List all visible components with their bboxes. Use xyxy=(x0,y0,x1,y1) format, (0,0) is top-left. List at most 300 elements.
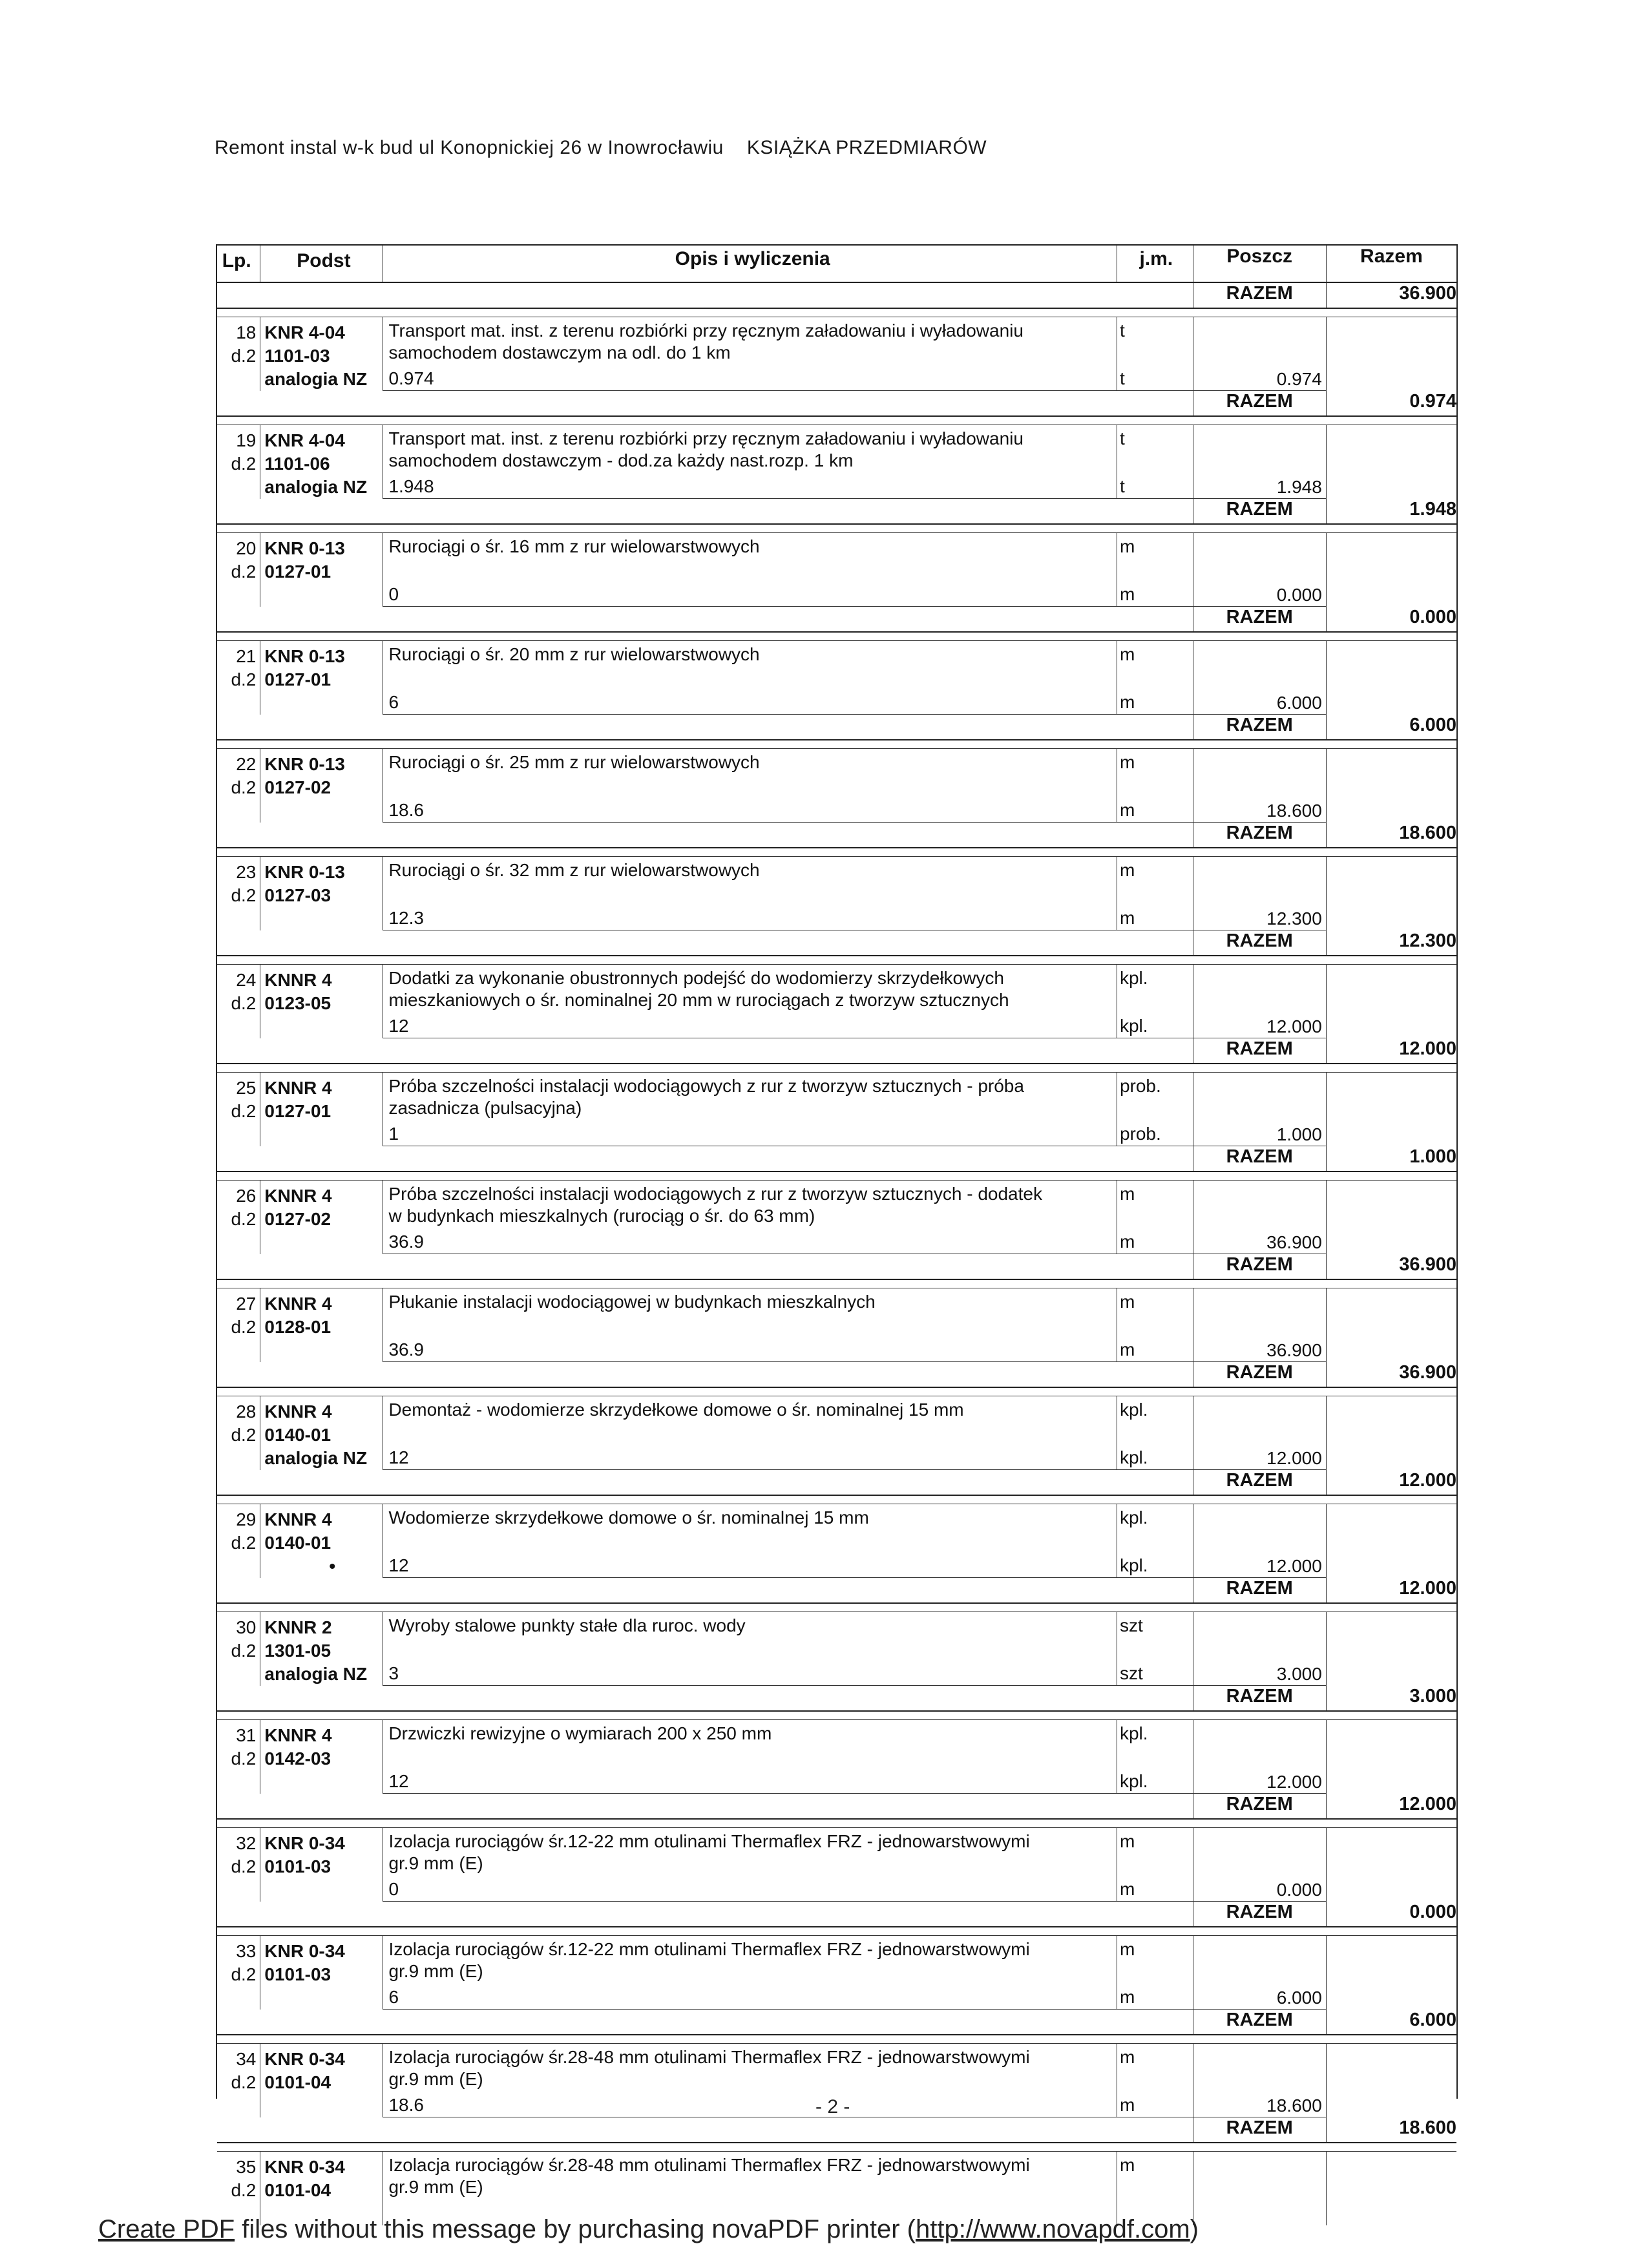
separator-cell xyxy=(217,1171,1456,1181)
opis-line: samochodem dostawczym na odl. do 1 km xyxy=(388,342,731,362)
table-row xyxy=(217,1720,1456,1794)
podst-line: 0101-04 xyxy=(264,2180,331,2200)
podst-line: 0101-04 xyxy=(264,2072,331,2092)
jm-unit: kpl. xyxy=(1119,1400,1148,1420)
razem-empty xyxy=(217,1470,1193,1495)
razem-label: RAZEM xyxy=(1193,715,1326,740)
calc-underline xyxy=(1193,1901,1326,1902)
opis-line: gr.9 mm (E) xyxy=(388,1853,483,1873)
lp-number: 32 xyxy=(236,1833,257,1853)
table-row xyxy=(217,533,1456,607)
lp-sub: d.2 xyxy=(231,2072,257,2092)
row-separator xyxy=(217,2143,1456,2152)
podst-line: analogia NZ xyxy=(264,369,368,389)
lp-number: 27 xyxy=(236,1294,257,1314)
opis-cell xyxy=(383,749,1117,823)
razem-value: 36.900 xyxy=(1326,1362,1456,1387)
razem-label: RAZEM xyxy=(1193,2010,1326,2035)
podst-line: KNR 0-34 xyxy=(264,2157,345,2177)
calc-underline xyxy=(383,1793,1117,1794)
jm-cell xyxy=(1117,857,1193,931)
jm-unit-calc: kpl. xyxy=(1119,1771,1148,1791)
jm-unit: kpl. xyxy=(1119,968,1148,988)
calc-underline xyxy=(1193,2009,1326,2010)
lp-number: 31 xyxy=(236,1725,257,1745)
calc-underline xyxy=(383,2009,1117,2010)
calc-underline xyxy=(383,1469,1117,1470)
calc-underline xyxy=(1117,390,1193,391)
jm-cell xyxy=(1117,1396,1193,1471)
poszcz-cell xyxy=(1193,1288,1326,1363)
jm-unit-calc: m xyxy=(1119,2095,1135,2115)
podst-line: 0140-01 xyxy=(264,1425,331,1445)
calc-underline xyxy=(1193,1361,1326,1362)
jm-unit-calc: m xyxy=(1119,1879,1135,1899)
podst-line: KNR 0-13 xyxy=(264,538,345,558)
jm-cell xyxy=(1117,641,1193,715)
razem-value: 12.000 xyxy=(1326,1578,1456,1603)
calc-underline xyxy=(1193,1469,1326,1470)
pdf-footer xyxy=(98,2215,1199,2244)
calc-underline xyxy=(383,1577,1117,1578)
poszcz-cell xyxy=(1193,1073,1326,1147)
calc-underline xyxy=(1193,822,1326,823)
razem-cell xyxy=(1326,425,1456,499)
calc-underline xyxy=(1193,1577,1326,1578)
jm-cell xyxy=(1117,2152,1193,2226)
calculation: 1 xyxy=(388,1124,399,1144)
separator-cell xyxy=(217,1819,1456,1828)
calculation: 12 xyxy=(388,1016,409,1036)
separator-cell xyxy=(217,956,1456,965)
jm-cell xyxy=(1117,1073,1193,1147)
podst-line: KNR 0-34 xyxy=(264,1941,345,1961)
opis-line: Rurociągi o śr. 32 mm z rur wielowarstwowych xyxy=(388,860,760,880)
calculation: 36.9 xyxy=(388,1232,424,1252)
opis-line: Izolacja rurociągów śr.28-48 mm otulinami Thermaflex FRZ - jednowarstwowymi xyxy=(388,2047,1030,2067)
lp-cell xyxy=(217,641,260,715)
jm-unit-calc: m xyxy=(1119,1339,1135,1360)
poszcz-value: 12.000 xyxy=(1266,1556,1322,1576)
razem-cell xyxy=(1326,1720,1456,1794)
lp-sub: d.2 xyxy=(231,1964,257,1984)
razem-value: 1.948 xyxy=(1326,499,1456,524)
calc-underline xyxy=(383,822,1117,823)
jm-unit-calc: m xyxy=(1119,584,1135,604)
calculation: 0.974 xyxy=(388,368,434,388)
poszcz-value: 0.000 xyxy=(1276,1880,1322,1900)
podst-line: 0123-05 xyxy=(264,993,331,1013)
podst-cell xyxy=(260,1288,383,1363)
opis-line: Transport mat. inst. z terenu rozbiórki przy ręcznym załadowaniu i wyładowaniu xyxy=(388,428,1024,448)
jm-unit: prob. xyxy=(1119,1076,1161,1096)
podst-cell xyxy=(260,317,383,392)
poszcz-cell xyxy=(1193,1828,1326,1902)
razem-row xyxy=(217,823,1456,848)
calculation: 12 xyxy=(388,1447,409,1467)
opis-line: Wyroby stalowe punkty stałe dla ruroc. wody xyxy=(388,1615,746,1635)
razem-row xyxy=(217,2117,1456,2143)
podst-cell xyxy=(260,2044,383,2118)
razem-empty xyxy=(217,607,1193,632)
razem-cell xyxy=(1326,1073,1456,1147)
lp-cell xyxy=(217,425,260,499)
separator-cell xyxy=(217,524,1456,533)
razem-row xyxy=(217,607,1456,632)
razem-cell xyxy=(1326,857,1456,931)
col-header-razem: Razem xyxy=(1326,246,1456,282)
table-row xyxy=(217,857,1456,931)
razem-value: 3.000 xyxy=(1326,1686,1456,1711)
lp-number: 23 xyxy=(236,862,257,882)
poszcz-cell xyxy=(1193,2044,1326,2118)
calculation: 12.3 xyxy=(388,908,424,928)
jm-unit: m xyxy=(1119,1184,1135,1204)
podst-cell xyxy=(260,857,383,931)
razem-value: 12.000 xyxy=(1326,1038,1456,1064)
opis-line: w budynkach mieszkalnych (rurociąg o śr. do 63 mm) xyxy=(388,1206,815,1226)
table-row xyxy=(217,641,1456,715)
opis-line: Izolacja rurociągów śr.28-48 mm otulinami Thermaflex FRZ - jednowarstwowymi xyxy=(388,2155,1030,2175)
separator-cell xyxy=(217,740,1456,749)
calc-underline xyxy=(383,1361,1117,1362)
opis-cell xyxy=(383,1396,1117,1471)
razem-empty xyxy=(217,2117,1193,2143)
jm-unit-calc: kpl. xyxy=(1119,1016,1148,1036)
lp-cell xyxy=(217,857,260,931)
jm-cell xyxy=(1117,1828,1193,1902)
jm-cell xyxy=(1117,1504,1193,1579)
jm-unit: m xyxy=(1119,2155,1135,2175)
lp-cell xyxy=(217,2152,260,2226)
razem-label: RAZEM xyxy=(1193,1902,1326,1927)
jm-cell xyxy=(1117,1288,1193,1363)
podst-line: 0127-01 xyxy=(264,562,331,582)
lp-number: 29 xyxy=(236,1509,257,1529)
razem-cell xyxy=(1326,1181,1456,1255)
document-title: KSIĄŻKA PRZEDMIARÓW xyxy=(746,137,987,158)
calculation: 18.6 xyxy=(388,2095,424,2115)
row-separator xyxy=(217,1171,1456,1181)
lp-sub: d.2 xyxy=(231,1425,257,1445)
opis-cell xyxy=(383,1612,1117,1686)
lp-sub: d.2 xyxy=(231,346,257,366)
razem-cell xyxy=(1326,749,1456,823)
lp-number: 26 xyxy=(236,1186,257,1206)
opis-cell xyxy=(383,533,1117,607)
razem-value: 12.300 xyxy=(1326,930,1456,956)
table-row xyxy=(217,425,1456,499)
razem-cell xyxy=(1326,1612,1456,1686)
calc-underline xyxy=(383,714,1117,715)
razem-label: RAZEM xyxy=(1193,823,1326,848)
podst-line: 0101-03 xyxy=(264,1964,331,1984)
razem-cell xyxy=(1326,965,1456,1039)
razem-empty xyxy=(217,1362,1193,1387)
razem-empty xyxy=(217,1146,1193,1171)
opis-cell xyxy=(383,1828,1117,1902)
podst-cell xyxy=(260,641,383,715)
podst-line: KNNR 4 xyxy=(264,1725,332,1745)
separator-cell xyxy=(217,632,1456,641)
lp-sub: d.2 xyxy=(231,1641,257,1661)
row-separator xyxy=(217,956,1456,965)
separator-cell xyxy=(217,1495,1456,1504)
poszcz-value: 0.974 xyxy=(1276,369,1322,389)
poszcz-cell xyxy=(1193,857,1326,931)
calculation: 0 xyxy=(388,1879,399,1899)
jm-unit: m xyxy=(1119,2047,1135,2067)
carry-over-row xyxy=(217,282,1456,308)
poszcz-value: 12.000 xyxy=(1266,1016,1322,1036)
table-row xyxy=(217,1828,1456,1902)
razem-row xyxy=(217,1902,1456,1927)
jm-unit: m xyxy=(1119,752,1135,772)
razem-value: 36.900 xyxy=(1326,282,1456,308)
calculation: 1.948 xyxy=(388,476,434,496)
podst-line: 0127-02 xyxy=(264,1209,331,1229)
calc-underline xyxy=(1193,390,1326,391)
razem-label: RAZEM xyxy=(1193,1146,1326,1171)
razem-value: 36.900 xyxy=(1326,1254,1456,1279)
podst-line: analogia NZ xyxy=(264,1664,368,1684)
podst-line: KNNR 4 xyxy=(264,1509,332,1529)
razem-cell xyxy=(1326,1828,1456,1902)
razem-value: 12.000 xyxy=(1326,1470,1456,1495)
separator-cell xyxy=(217,1603,1456,1612)
razem-value: 0.974 xyxy=(1326,391,1456,416)
separator-cell xyxy=(217,416,1456,425)
podst-cell xyxy=(260,1181,383,1255)
podst-cell xyxy=(260,1828,383,1902)
opis-line: Płukanie instalacji wodociągowej w budynkach mieszkalnych xyxy=(388,1292,876,1312)
calc-underline xyxy=(1117,1685,1193,1686)
jm-unit-calc: kpl. xyxy=(1119,1447,1148,1467)
col-header-lp: Lp. xyxy=(217,246,260,282)
poszcz-cell xyxy=(1193,965,1326,1039)
opis-cell xyxy=(383,2152,1117,2226)
calculation: 36.9 xyxy=(388,1339,424,1360)
razem-value: 12.000 xyxy=(1326,1794,1456,1819)
podst-line: 1301-05 xyxy=(264,1641,331,1661)
footer-close: ) xyxy=(1190,2215,1199,2243)
footer-novapdf-link[interactable]: http://www.novapdf.com xyxy=(915,2215,1190,2243)
row-separator xyxy=(217,1279,1456,1288)
lp-sub: d.2 xyxy=(231,993,257,1013)
calculation: 18.6 xyxy=(388,800,424,820)
poszcz-value: 12.000 xyxy=(1266,1448,1322,1468)
razem-row xyxy=(217,1578,1456,1603)
footer-create-pdf-link[interactable]: Create PDF xyxy=(98,2215,235,2243)
opis-line: gr.9 mm (E) xyxy=(388,1961,483,1981)
lp-number: 30 xyxy=(236,1617,257,1637)
opis-cell xyxy=(383,641,1117,715)
razem-label: RAZEM xyxy=(1193,1254,1326,1279)
lp-cell xyxy=(217,1396,260,1471)
row-separator xyxy=(217,1603,1456,1612)
poszcz-cell xyxy=(1193,2152,1326,2226)
calc-underline xyxy=(1193,1685,1326,1686)
podst-line: KNNR 4 xyxy=(264,970,332,990)
razem-label: RAZEM xyxy=(1193,1794,1326,1819)
jm-unit-calc: prob. xyxy=(1119,1124,1161,1144)
calculation: 12 xyxy=(388,1771,409,1791)
lp-sub: d.2 xyxy=(231,1101,257,1121)
row-separator xyxy=(217,1927,1456,1936)
col-header-opis: Opis i wyliczenia xyxy=(383,246,1117,282)
opis-line: Próba szczelności instalacji wodociągowych z rur z tworzyw sztucznych - dodatek xyxy=(388,1184,1042,1204)
jm-cell xyxy=(1117,1612,1193,1686)
calc-underline xyxy=(383,606,1117,607)
podst-line: 1101-06 xyxy=(264,454,330,474)
calc-underline xyxy=(1117,1793,1193,1794)
podst-line: 0127-03 xyxy=(264,885,331,905)
table-row xyxy=(217,749,1456,823)
podst-cell xyxy=(260,965,383,1039)
row-separator xyxy=(217,416,1456,425)
podst-line: KNNR 4 xyxy=(264,1186,332,1206)
calc-underline xyxy=(1117,1901,1193,1902)
row-separator xyxy=(217,524,1456,533)
lp-cell xyxy=(217,1936,260,2010)
podst-line: 0128-01 xyxy=(264,1317,331,1337)
row-separator xyxy=(217,1819,1456,1828)
footer-text: files without this message by purchasing novaPDF printer ( xyxy=(235,2215,916,2243)
col-header-jm: j.m. xyxy=(1117,246,1193,282)
lp-sub: d.2 xyxy=(231,885,257,905)
podst-cell xyxy=(260,2152,383,2226)
opis-line: Dodatki za wykonanie obustronnych podejść do wodomierzy skrzydełkowych xyxy=(388,968,1004,988)
table-row xyxy=(217,1288,1456,1363)
lp-cell xyxy=(217,2044,260,2118)
separator-cell xyxy=(217,2035,1456,2044)
razem-cell xyxy=(1326,1288,1456,1363)
podst-line: KNR 0-13 xyxy=(264,862,345,882)
razem-empty xyxy=(217,391,1193,416)
calc-underline xyxy=(1117,1361,1193,1362)
lp-cell xyxy=(217,1720,260,1794)
razem-cell xyxy=(1326,2152,1456,2226)
opis-cell xyxy=(383,857,1117,931)
podst-cell xyxy=(260,425,383,499)
row-separator xyxy=(217,1064,1456,1073)
poszcz-cell xyxy=(1193,425,1326,499)
razem-label: RAZEM xyxy=(1193,2117,1326,2143)
jm-unit-calc: szt xyxy=(1119,1663,1143,1683)
razem-label: RAZEM xyxy=(1193,1686,1326,1711)
podst-line: KNR 0-34 xyxy=(264,2049,345,2069)
razem-cell xyxy=(1326,641,1456,715)
jm-unit: kpl. xyxy=(1119,1507,1148,1528)
calc-underline xyxy=(1117,714,1193,715)
col-header-poszcz: Poszcz xyxy=(1193,246,1326,282)
jm-unit: m xyxy=(1119,644,1135,664)
razem-cell xyxy=(1326,1936,1456,2010)
razem-row xyxy=(217,930,1456,956)
poszcz-value: 36.900 xyxy=(1266,1340,1322,1360)
separator-cell xyxy=(217,1927,1456,1936)
lp-sub: d.2 xyxy=(231,454,257,474)
poszcz-cell xyxy=(1193,1720,1326,1794)
razem-empty xyxy=(217,1902,1193,1927)
opis-line: gr.9 mm (E) xyxy=(388,2177,483,2197)
lp-sub: d.2 xyxy=(231,1748,257,1769)
opis-cell xyxy=(383,1504,1117,1579)
calculation: 6 xyxy=(388,1987,399,2007)
lp-sub: d.2 xyxy=(231,777,257,797)
calc-underline xyxy=(1117,498,1193,499)
jm-cell xyxy=(1117,533,1193,607)
col-header-podst: Podst xyxy=(260,246,383,282)
jm-unit: m xyxy=(1119,1292,1135,1312)
calculation: 3 xyxy=(388,1663,399,1683)
razem-empty xyxy=(217,1686,1193,1711)
jm-unit: m xyxy=(1119,536,1135,556)
opis-line: Transport mat. inst. z terenu rozbiórki przy ręcznym załadowaniu i wyładowaniu xyxy=(388,320,1024,341)
opis-cell xyxy=(383,1720,1117,1794)
poszcz-value: 12.000 xyxy=(1266,1772,1322,1792)
razem-value: 6.000 xyxy=(1326,715,1456,740)
opis-line: Izolacja rurociągów śr.12-22 mm otulinami Thermaflex FRZ - jednowarstwowymi xyxy=(388,1831,1030,1851)
opis-cell xyxy=(383,1181,1117,1255)
opis-line: Wodomierze skrzydełkowe domowe o śr. nominalnej 15 mm xyxy=(388,1507,869,1528)
poszcz-cell xyxy=(1193,1936,1326,2010)
poszcz-cell xyxy=(1193,641,1326,715)
calc-underline xyxy=(383,1685,1117,1686)
lp-number: 35 xyxy=(236,2157,257,2177)
razem-label: RAZEM xyxy=(1193,607,1326,632)
jm-unit-calc: m xyxy=(1119,800,1135,820)
page-header xyxy=(215,137,987,159)
razem-label: RAZEM xyxy=(1193,1038,1326,1064)
lp-cell xyxy=(217,1288,260,1363)
table-row xyxy=(217,1504,1456,1579)
table-row xyxy=(217,1612,1456,1686)
razem-row xyxy=(217,1038,1456,1064)
opis-line: samochodem dostawczym - dod.za każdy nast.rozp. 1 km xyxy=(388,450,854,470)
podst-line: 0127-01 xyxy=(264,1101,331,1121)
jm-unit-calc: m xyxy=(1119,692,1135,712)
razem-row xyxy=(217,1794,1456,1819)
jm-cell xyxy=(1117,425,1193,499)
lp-sub: d.2 xyxy=(231,562,257,582)
row-separator xyxy=(217,1711,1456,1720)
podst-cell xyxy=(260,1504,383,1579)
podst-cell xyxy=(260,1936,383,2010)
jm-cell xyxy=(1117,317,1193,392)
row-separator xyxy=(217,2035,1456,2044)
razem-row xyxy=(217,1686,1456,1711)
row-separator xyxy=(217,848,1456,857)
podst-line: analogia NZ xyxy=(264,477,368,497)
lp-cell xyxy=(217,1073,260,1147)
opis-cell xyxy=(383,965,1117,1039)
lp-cell xyxy=(217,749,260,823)
row-separator xyxy=(217,308,1456,317)
opis-line: Rurociągi o śr. 20 mm z rur wielowarstwowych xyxy=(388,644,760,664)
opis-line: Próba szczelności instalacji wodociągowych z rur z tworzyw sztucznych - próba xyxy=(388,1076,1024,1096)
jm-unit: t xyxy=(1119,428,1125,448)
row-separator xyxy=(217,632,1456,641)
lp-cell xyxy=(217,317,260,392)
opis-cell xyxy=(383,425,1117,499)
poszcz-value: 6.000 xyxy=(1276,1988,1322,2008)
podst-mark: • xyxy=(329,1556,336,1576)
calc-underline xyxy=(1117,2009,1193,2010)
lp-number: 21 xyxy=(236,646,257,666)
podst-line: KNR 0-13 xyxy=(264,646,345,666)
table-body xyxy=(217,282,1456,2225)
